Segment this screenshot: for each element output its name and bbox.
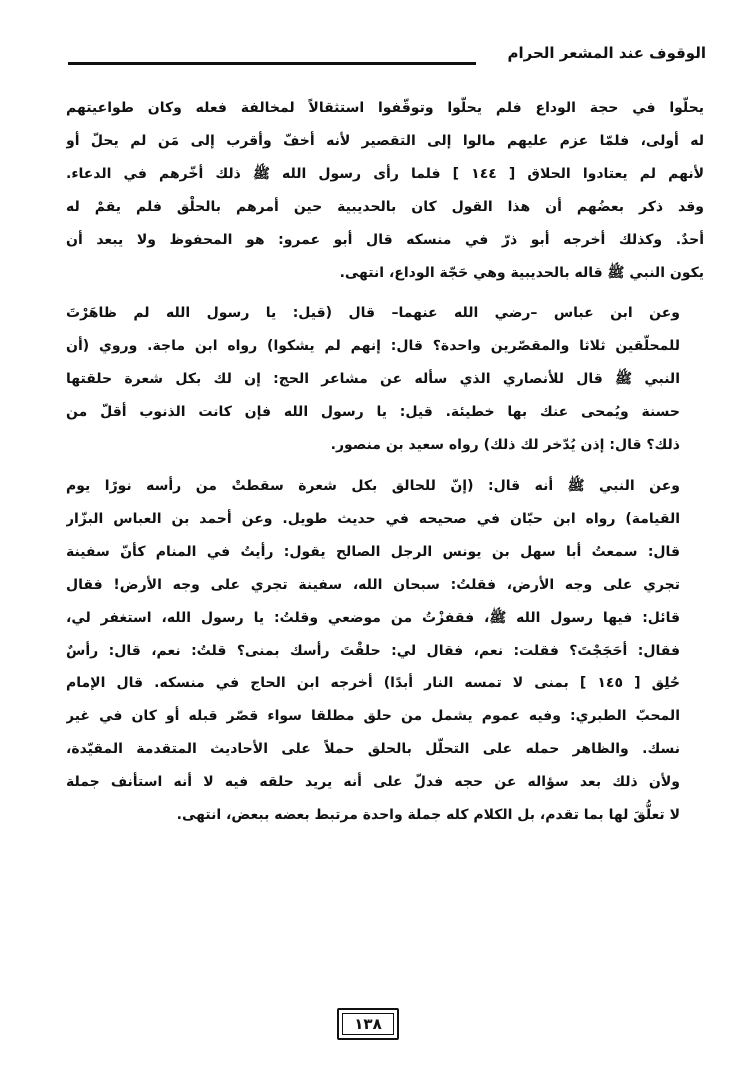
text-line: القيامة) رواه ابن حبّان في صحيحه في حديث طويل. وعن أحمد بن العباس البزّار <box>66 510 680 527</box>
page-number: ١٣٨ <box>354 1015 382 1033</box>
text-line: حسنة ويُمحى عنك بها خطيئة. قيل: يا رسول الله فإن كانت الذنوب أقلّ من <box>66 404 680 421</box>
paragraph <box>66 297 704 462</box>
paragraph <box>66 470 704 832</box>
text-line: حُلِق [ ١٤٥ ] بمنى لا تمسه النار أبدًا) أخرجه ابن الحاج في منسكه. قال الإمام <box>66 675 680 692</box>
text-line: وعن النبي ﷺ أنه قال: (إنّ للحالق بكل شعرة سقطتْ من رأسه نورًا يوم <box>66 477 680 494</box>
text-line: ولأن ذلك بعد سؤاله عن حجه فدلّ على أنه يريد حلقه فيه لا أنه استأنف جملة <box>66 774 680 791</box>
text-line: أحدٌ. وكذلك أخرجه أبو ذرّ في منسكه قال أبو عمرو: هو المحفوظ ولا يبعد أن <box>66 231 704 248</box>
text-line: قال: سمعتُ أبا سهل بن يونس الرجل الصالح يقول: رأيتُ في المنام كأنّ سفينة <box>66 543 680 560</box>
text-line: له أولى، فلمّا عزم عليهم مالوا إلى التقصير لأنه أخفّ وأقرب إلى مَن لم يحلّ أو <box>66 132 704 149</box>
running-header <box>68 40 706 76</box>
header-rule <box>68 62 476 65</box>
text-line: النبي ﷺ قال للأنصاري الذي سأله عن مشاعر الحج: إن لك بكل شعرة حلقتها <box>66 371 680 388</box>
body-text <box>66 92 704 832</box>
text-line: يحلّوا في حجة الوداع فلم يحلّوا وتوقّفوا استثقالاً لمخالفة فعله وكان طواعيتهم <box>66 100 704 116</box>
text-line: وقد ذكر بعضُهم أن هذا القول كان بالحديبية حين أمرهم بالحلْق فلم يقمْ له <box>66 198 704 215</box>
header-title: الوقوف عند المشعر الحرام <box>507 44 706 62</box>
text-line: ذلك؟ قال: إذن يُدّخر لك ذلك) رواه سعيد بن منصور. <box>330 437 680 454</box>
text-line: نسك. والظاهر حمله على التحلّل بالحلق حملاً على الأحاديث المتقدمة المقيّدة، <box>66 741 680 758</box>
text-line: للمحلّقين ثلاثا والمقصّرين واحدة؟ قال: إنهم لم يشكوا) رواه ابن ماجة. وروي (أن <box>66 338 680 355</box>
paragraph <box>66 92 704 289</box>
text-line: لأنهم لم يعتادوا الحلاق [ ١٤٤ ] فلما رأى رسول الله ﷺ ذلك أخّرهم في الدعاء. <box>66 165 704 182</box>
text-line: قائل: فيها رسول الله ﷺ، فقفزْتُ من موضعي وقلتُ: يا رسول الله، استغفر لي، <box>66 609 680 626</box>
text-line: فقال: أحَجَجْتَ؟ فقلت: نعم، فقال لي: حلقْتَ رأسك بمنى؟ قلتُ: نعم، قال: رأسٌ <box>66 642 680 659</box>
page-number-frame <box>342 1013 394 1035</box>
page-number-box <box>337 1008 399 1040</box>
text-line: المحبّ الطبري: وفيه عموم يشمل من حلق مطلقا سواء قصّر قبله أو كان في غير <box>66 708 680 725</box>
text-line: وعن ابن عباس –رضي الله عنهما– قال (قيل: يا رسول الله لم ظاهَرْتَ <box>66 305 680 322</box>
text-line: تجري على وجه الأرض، فقلتُ: سبحان الله، سفينة تجري على وجه الأرض! فقال <box>66 576 680 593</box>
text-line: لا تعلُّقَ لها بما تقدم، بل الكلام كله جملة واحدة مرتبط بعضه ببعض، انتهى. <box>176 807 680 824</box>
text-line: يكون النبي ﷺ قاله بالحديبية وهي حَجّة الوداع، انتهى. <box>339 264 704 281</box>
